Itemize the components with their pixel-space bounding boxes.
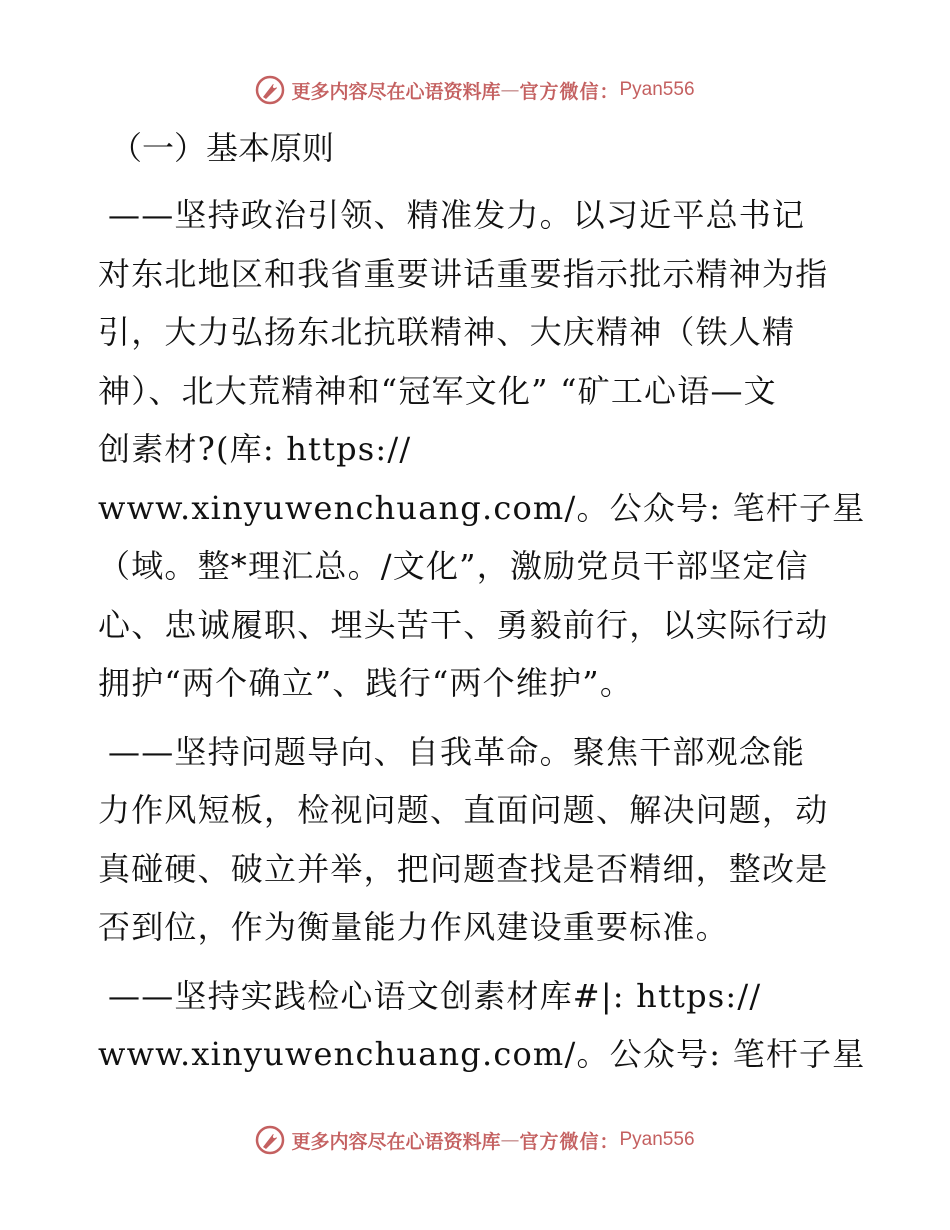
pen-nib-logo-icon bbox=[255, 1125, 285, 1155]
paragraph-political-guidance bbox=[98, 186, 866, 713]
pen-nib-logo-icon bbox=[255, 75, 285, 105]
watermark-wechat-id: Pyan556 bbox=[619, 79, 695, 100]
paragraph-problem-oriented bbox=[98, 723, 858, 957]
paragraph-line: www.xinyuwenchuang.com/。公众号: 笔杆子星 bbox=[98, 1035, 866, 1073]
watermark-separator: — bbox=[500, 79, 520, 101]
watermark-official-text: 官方微信： bbox=[519, 1130, 620, 1153]
paragraph-line: 创素材?(库: https:// bbox=[98, 430, 412, 468]
watermark-main-text: 更多内容尽在心语资料库 bbox=[291, 80, 501, 103]
watermark-main-text: 更多内容尽在心语资料库 bbox=[291, 1130, 501, 1153]
paragraph-line: 对东北地区和我省重要讲话重要指示批示精神为指 bbox=[98, 254, 829, 293]
paragraph-line: ——坚持问题导向、自我革命。聚焦干部观念能 bbox=[108, 732, 806, 771]
paragraph-line: ——坚持实践检心语文创素材库#|: https:// bbox=[108, 976, 762, 1015]
paragraph-line: 拥护“两个确立”、践行“两个维护”。 bbox=[98, 664, 634, 702]
paragraph-line: www.xinyuwenchuang.com/。公众号: 笔杆子星 bbox=[98, 488, 866, 527]
paragraph-practice bbox=[98, 967, 866, 1084]
paragraph-line: 神）、北大荒精神和“冠军文化” “矿工心语—文 bbox=[98, 371, 777, 410]
watermark-header bbox=[0, 72, 950, 108]
paragraph-line: 真碰硬、破立并举，把问题查找是否精细，整改是 bbox=[98, 849, 829, 888]
watermark-official-text: 官方微信： bbox=[519, 80, 620, 103]
section-heading: （一）基本原则 bbox=[110, 129, 335, 167]
paragraph-line: 心、忠诚履职、埋头苦干、勇毅前行，以实际行动 bbox=[98, 605, 829, 644]
watermark-wechat-id: Pyan556 bbox=[619, 1129, 695, 1150]
document-body bbox=[98, 120, 866, 1094]
watermark-separator: — bbox=[500, 1129, 520, 1151]
paragraph-line: 力作风短板，检视问题、直面问题、解决问题，动 bbox=[98, 791, 829, 829]
paragraph-line: ——坚持政治引领、精准发力。以习近平总书记 bbox=[108, 196, 806, 234]
paragraph-line: （域。整*理汇总。/文化”，激励党员干部坚定信 bbox=[98, 547, 809, 585]
watermark-footer bbox=[0, 1122, 950, 1158]
paragraph-line: 引，大力弘扬东北抗联精神、大庆精神（铁人精 bbox=[98, 313, 796, 351]
paragraph-line: 否到位，作为衡量能力作风建设重要标准。 bbox=[98, 908, 729, 946]
